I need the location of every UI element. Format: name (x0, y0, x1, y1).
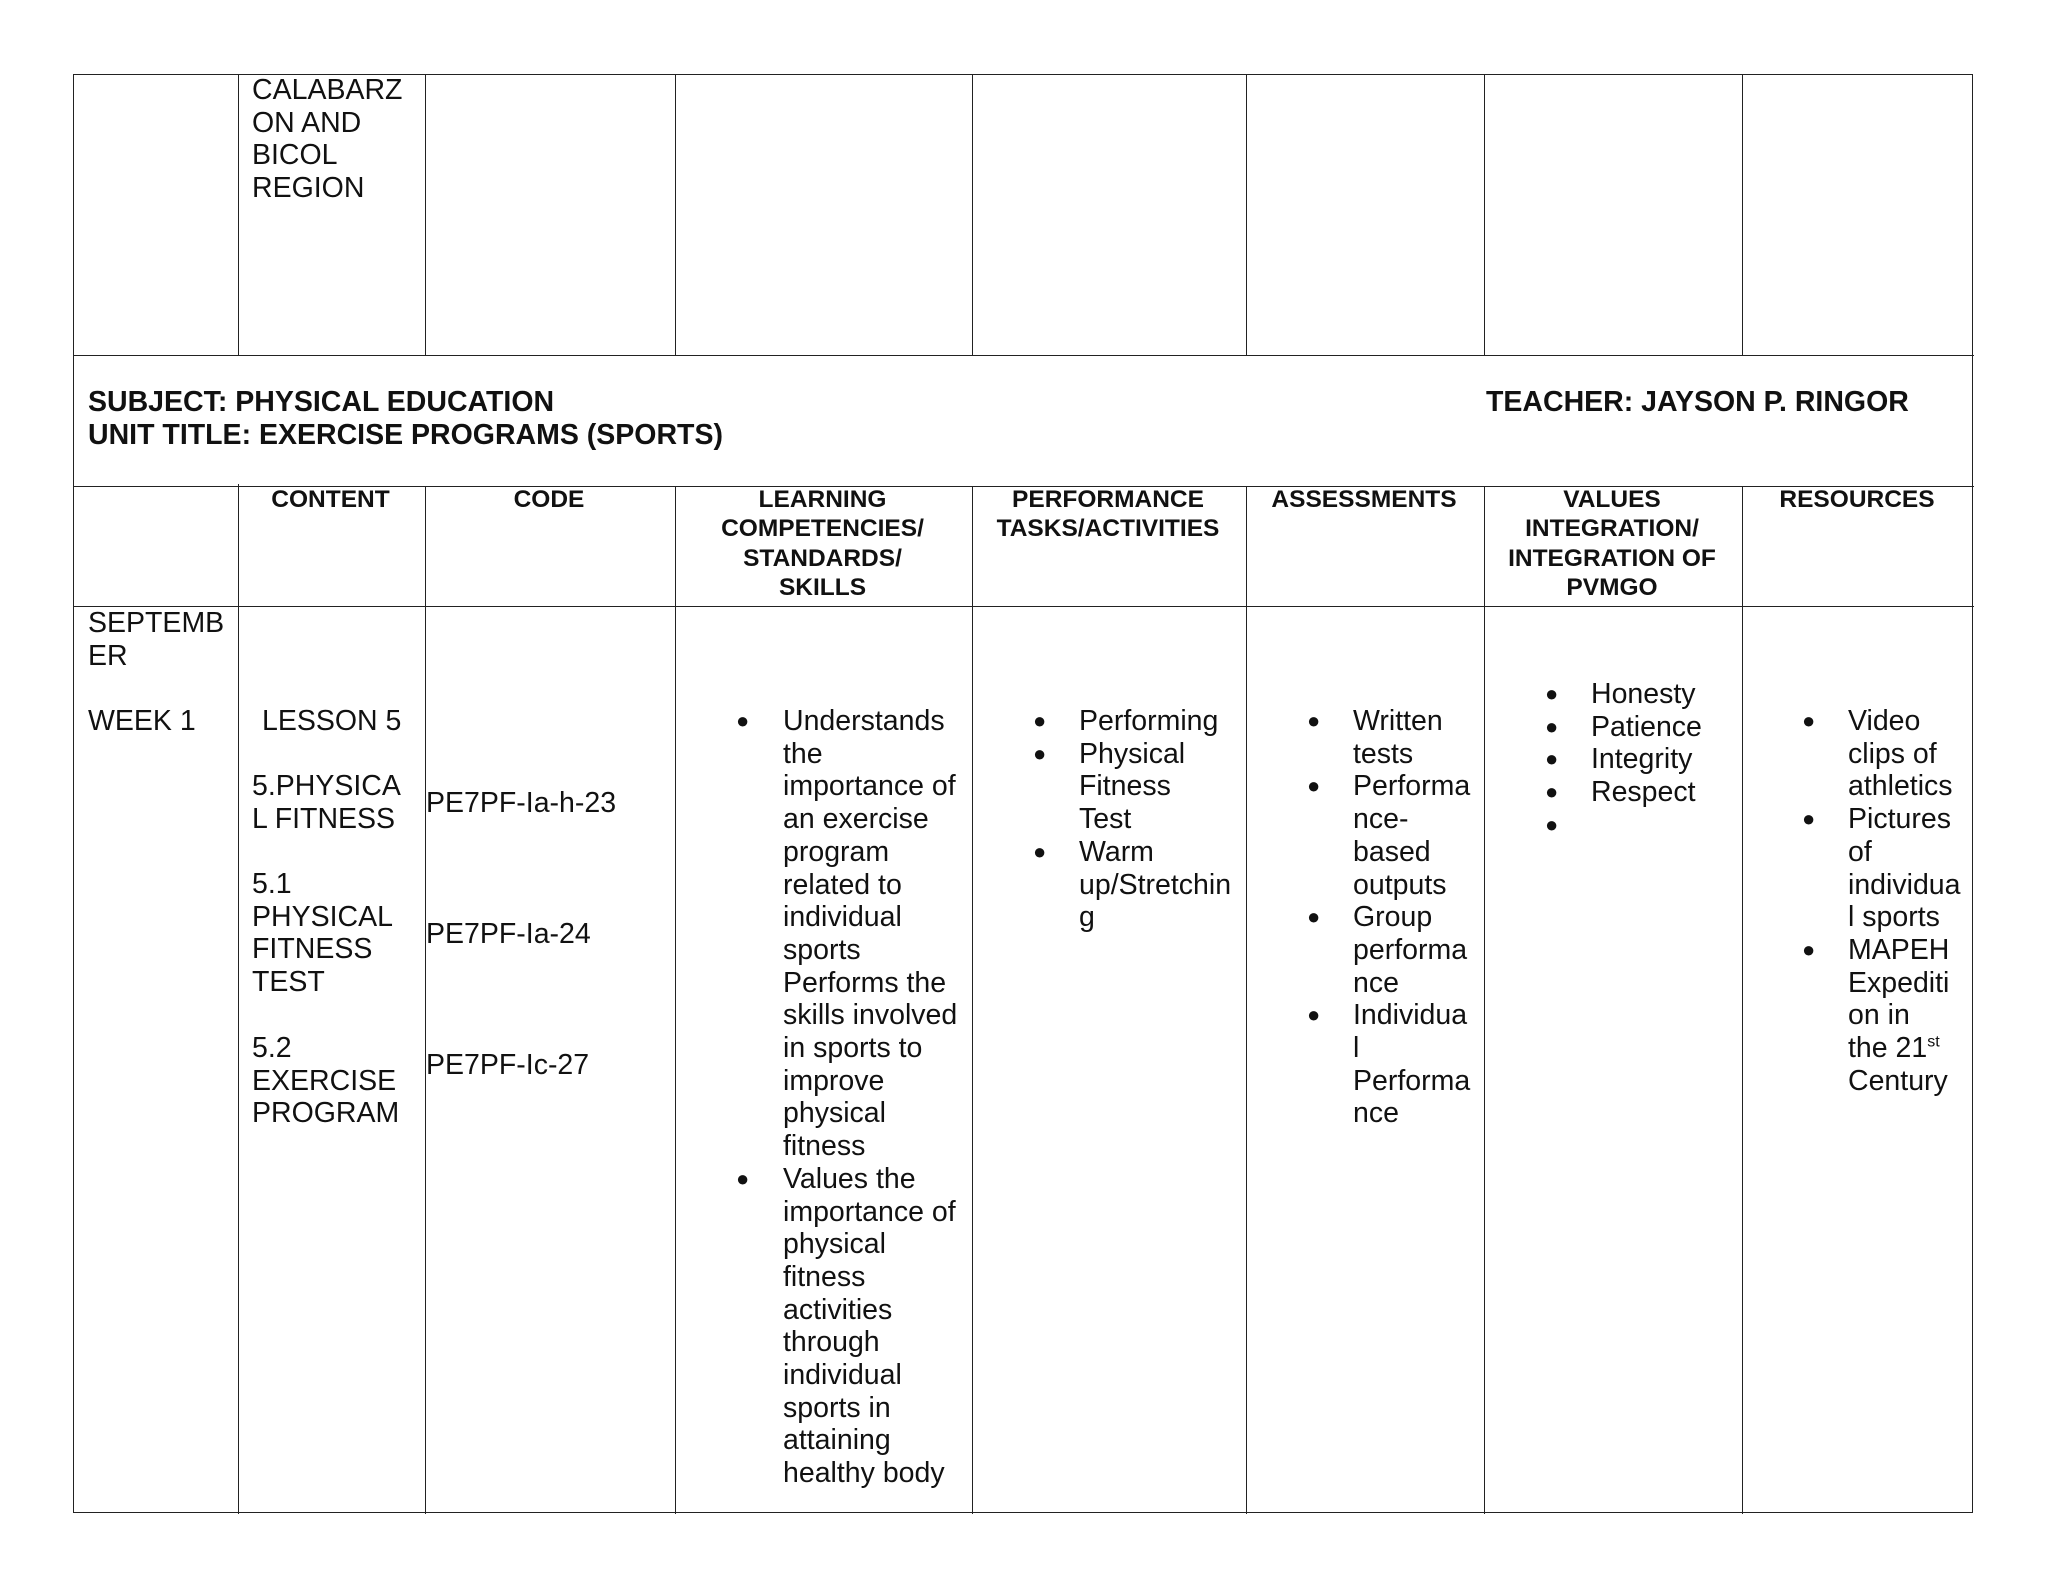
content-item: 5.PHYSICA L FITNESS (252, 770, 401, 835)
column-divider (1742, 75, 1743, 355)
list-item: ● Group performa nce (1307, 901, 1468, 999)
column-divider (972, 75, 973, 355)
list-item: ● Integrity (1545, 743, 1693, 776)
list-item: ● Individua l Performa nce (1307, 999, 1471, 1130)
list-item: ● Honesty (1545, 678, 1696, 710)
column-divider (1246, 486, 1247, 1514)
list-item: ● Physical Fitness Test (1033, 737, 1186, 836)
header-performance-tasks: PERFORMANCE TASKS/ACTIVITIES (996, 486, 1220, 543)
week-label: WEEK 1 (88, 705, 196, 737)
column-divider (1742, 486, 1743, 1514)
header-values-integration: VALUES INTEGRATION/ INTEGRATION OF PVMGO (1508, 486, 1716, 601)
header-code: CODE (513, 486, 585, 513)
list-item: ● Pictures of individua l sports (1802, 803, 1961, 934)
list-item: ● MAPEH Expediti on in the 21st Century (1802, 933, 1950, 1097)
list-item: ● (1545, 811, 1559, 837)
learning-competencies-list (736, 705, 963, 1490)
header-content: CONTENT (271, 486, 390, 513)
teacher-line: TEACHER: JAYSON P. RINGOR (1486, 386, 1909, 418)
superscript-st: st (1927, 1033, 1940, 1051)
values-list (1545, 678, 1731, 842)
column-divider (425, 486, 426, 1514)
resources-list (1802, 705, 1968, 1097)
header-assessments: ASSESSMENTS (1271, 486, 1457, 513)
region-cell-text: CALABARZ ON AND BICOL REGION (252, 74, 403, 205)
list-item: ● Values the importance of physical fitness activities through individual sports in attaining healthy body (736, 1162, 956, 1490)
code-item: PE7PF-Ia-24 (426, 918, 591, 950)
list-item: ● Understands the importance of an exercise program related to individual sports Performs the skills involved in sports to improve physical fitness (736, 705, 958, 1163)
list-item: ● Written tests (1307, 705, 1443, 770)
list-item: ● Respect (1545, 776, 1696, 809)
header-learning-competencies: LEARNING COMPETENCIES/ STANDARDS/ SKILLS (721, 486, 924, 601)
column-divider (1484, 486, 1485, 1514)
list-item: ● Warm up/Stretchin g (1033, 835, 1232, 934)
list-item: ● Patience (1545, 710, 1702, 743)
column-divider (238, 75, 239, 1514)
assessments-list (1307, 705, 1479, 1130)
row-divider (74, 606, 1974, 607)
column-divider (675, 75, 676, 355)
column-divider (425, 75, 426, 355)
column-divider (1484, 75, 1485, 355)
column-divider (972, 486, 973, 1514)
column-divider (675, 486, 676, 1514)
content-item: 5.2 EXERCISE PROGRAM (252, 1032, 400, 1130)
list-item: ● Performing (1033, 705, 1219, 737)
unit-title-line: UNIT TITLE: EXERCISE PROGRAMS (SPORTS) (88, 419, 723, 451)
month-label: SEPTEMB ER (88, 607, 225, 672)
list-item: ● Performa nce- based outputs (1307, 770, 1471, 901)
column-divider (1246, 75, 1247, 355)
code-item: PE7PF-Ic-27 (426, 1049, 590, 1081)
content-item: 5.1 PHYSICAL FITNESS TEST (252, 868, 393, 999)
code-item: PE7PF-Ia-h-23 (426, 787, 617, 819)
row-divider (74, 355, 1974, 356)
performance-tasks-list (1033, 705, 1239, 934)
list-item: ● Video clips of athletics (1802, 705, 1953, 803)
header-resources: RESOURCES (1779, 486, 1935, 513)
lesson-label: LESSON 5 (262, 705, 402, 737)
subject-line: SUBJECT: PHYSICAL EDUCATION (88, 386, 555, 418)
